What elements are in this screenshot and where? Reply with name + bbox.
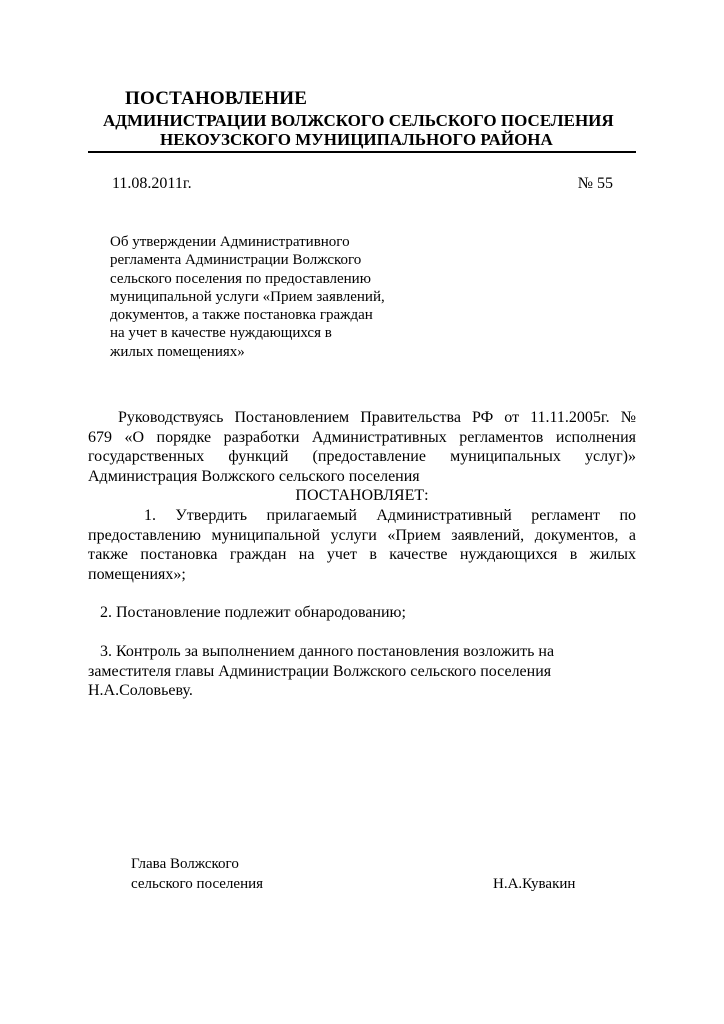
signature-position-line-1: Глава Волжского (131, 856, 239, 872)
item-3-line: 3. Контроль за выполнением данного постановления возложить на (100, 643, 555, 660)
subject-line: Об утверждении Административного (110, 234, 350, 250)
item-3-line: заместителя главы Администрации Волжского сельского поселения (88, 662, 552, 680)
subject-line: регламента Администрации Волжского (110, 252, 362, 269)
document-subject (110, 233, 430, 361)
document-number: № 55 (577, 175, 613, 192)
item-2 (88, 603, 636, 623)
subject-line: муниципальной услуги «Прием заявлений, (110, 288, 385, 305)
subject-line: жилых помещениях» (110, 343, 245, 360)
preamble (88, 408, 636, 506)
signature-position-line-2: сельского поселения (131, 876, 264, 892)
signatory-name: Н.А.Кувакин (493, 876, 576, 892)
item-1-line: помещениях»; (88, 565, 186, 583)
preamble-line: государственных функций (предоставление муниципальных услуг)» (88, 448, 636, 466)
item-3 (88, 642, 636, 701)
document-date: 11.08.2011г. (112, 175, 192, 192)
subject-line: на учет в качестве нуждающихся в (110, 325, 332, 342)
item-3-line: Н.А.Соловьеву. (88, 682, 193, 700)
header-divider (88, 151, 636, 153)
preamble-line: Администрация Волжского сельского поселения (88, 467, 420, 485)
item-1-line: также постановка граждан на учет в качестве нуждающихся в жилых (88, 546, 636, 564)
resolves-heading: ПОСТАНОВЛЯЕТ: (295, 487, 429, 505)
issuer-line-1: АДМИНИСТРАЦИИ ВОЛЖСКОГО СЕЛЬСКОГО ПОСЕЛЕНИЯ (103, 111, 614, 130)
preamble-line: 679 «О порядке разработки Административных регламентов исполнения (88, 428, 636, 446)
subject-line: документов, а также постановка граждан (110, 307, 373, 324)
item-1-line: предоставлению муниципальной услуги «Прием заявлений, документов, а (88, 526, 636, 544)
item-2-line: 2. Постановление подлежит обнародованию; (100, 604, 406, 621)
subject-line: сельского поселения по предоставлению (110, 270, 371, 287)
item-1-line: 1. Утвердить прилагаемый Административный регламент по (144, 507, 636, 524)
preamble-line: Руководствуясь Постановлением Правительства РФ от 11.11.2005г. № (118, 409, 636, 426)
issuer-line-2: НЕКОУЗСКОГО МУНИЦИПАЛЬНОГО РАЙОНА (160, 130, 553, 149)
document-title: ПОСТАНОВЛЕНИЕ (125, 88, 308, 109)
item-1 (88, 506, 636, 584)
